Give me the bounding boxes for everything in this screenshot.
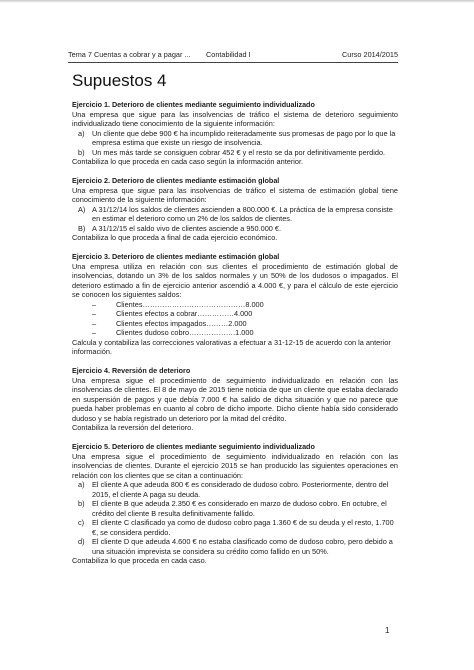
exercise-2-title: Ejercicio 2. Deterioro de clientes mediante estimación global (72, 176, 280, 185)
header-subject: Contabilidad I (206, 50, 251, 59)
exercise-3-intro: Una empresa utiliza en relación con sus clientes el procedimiento de estimación global de insolvencias, dotando un 3% de los saldos normales y un 50% de los dudosos o impagados. El deterioro estimado a fin de ejercicio anterior ascendió a 4.000 €, y para el cálculo de este ejercicio se conocen los siguientes saldos: (72, 261, 398, 299)
list-item-text: El cliente A que adeuda 800 € es considerado de dudoso cobro. Posteriormente, dentro del 2015, el cliente A paga su deuda. (92, 480, 389, 499)
exercise-4-intro: Una empresa sigue el procedimiento de seguimiento individualizado en relación con las insolvencias de clientes. El 8 de mayo de 2015 tiene noticia de que un cliente que estaba declarado en suspensión de pagos y que debía 7.000 € ha salido de dicha situación y que no parece que pueda haber problemas en cuanto al cobro de dicho importe. Dicho cliente había sido considerado dudoso y se había registrado un deterioro por la mitad del crédito. (72, 375, 398, 423)
list-marker: – (92, 299, 97, 309)
list-item-text: Clientes efectos a cobrar……………4.000 (116, 309, 253, 318)
exercise-3-title: Ejercicio 3. Deterioro de clientes mediante estimación global (72, 252, 280, 261)
list-marker: c) (78, 518, 85, 527)
list-marker: B) (78, 223, 86, 233)
list-item-text: Un mes más tarde se consiguen cobrar 452 € y el resto se da por definitivamente perdido. (92, 147, 386, 157)
list-item-text: A 31/12/15 el saldo vivo de clientes asciende a 950.000 €. (92, 223, 282, 233)
list-item (72, 309, 398, 319)
exercise-4-outro: Contabiliza la reversión del deterioro. (72, 423, 194, 432)
list-marker: b) (78, 499, 85, 508)
exercise-1-intro: Una empresa que sigue para las insolvencias de tráfico el sistema de deterioro seguimiento individualizado tiene conocimiento de la siguiente información: (72, 109, 398, 128)
exercise-2-outro: Contabiliza lo que proceda a final de cada ejercicio económico. (72, 233, 278, 242)
header-divider (68, 62, 398, 63)
list-item (72, 148, 398, 158)
list-item (72, 328, 398, 338)
list-item (72, 205, 398, 224)
list-item-text: Clientes efectos impagados………2.000 (116, 318, 247, 328)
list-item-text: Clientes……………………………………8.000 (116, 299, 264, 309)
list-item-text: Clientes dudoso cobro……………….1.000 (116, 328, 254, 337)
list-item-text: El cliente C clasificado ya como de dudoso cobro paga 1.360 € de su deuda y el resto, 1.700 €, se considera perdido. (92, 518, 394, 537)
header-course: Curso 2014/2015 (342, 50, 398, 59)
list-item (72, 224, 398, 234)
list-marker: b) (78, 147, 85, 157)
exercise-5-intro: Una empresa sigue el procedimiento de seguimiento individualizado en relación con las insolvencias de clientes. Durante el ejercicio 2015 se han producido las siguientes operaciones en relación con los clientes que se citan a continuación: (72, 451, 398, 480)
exercise-5-list (72, 480, 398, 556)
exercise-1-title: Ejercicio 1. Deterioro de clientes mediante seguimiento individualizado (72, 100, 315, 109)
exercise-1-list (72, 129, 398, 158)
exercises-body (72, 100, 398, 575)
exercise-1 (72, 100, 398, 167)
list-marker: – (92, 309, 97, 318)
exercise-4-title: Ejercicio 4. Reversión de deterioro (72, 366, 191, 375)
list-item (72, 300, 398, 310)
list-item-text: El cliente D que adeuda 4.600 € no estaba clasificado como de dudoso cobro, pero debido a una situación imprevista se considera su crédito como fallido en un 50%. (92, 537, 393, 556)
exercise-3-outro: Calcula y contabiliza las correcciones valorativas a efectuar a 31-12-15 de acuerdo con la anterior información. (72, 337, 391, 356)
exercise-3 (72, 252, 398, 357)
list-item-text: A 31/12/14 los saldos de clientes ascienden a 800.000 €. La práctica de la empresa consiste en estimar el deterioro como un 2% de los saldos de clientes. (92, 204, 393, 223)
list-marker: a) (78, 480, 85, 489)
list-marker: d) (78, 537, 85, 546)
scan-edge-shadow (0, 0, 474, 3)
page-title: Supuestos 4 (72, 71, 167, 90)
exercise-2-intro: Una empresa que sigue para las insolvencias de tráfico el sistema de estimación global tiene conocimiento de la siguiente información: (72, 185, 398, 204)
exercise-5-outro: Contabiliza lo que proceda en cada caso. (72, 556, 207, 565)
exercise-5 (72, 442, 398, 566)
page-number: 1 (385, 626, 390, 635)
exercise-2 (72, 176, 398, 243)
list-item-text: El cliente B que adeuda 2.350 € es considerado en marzo de dudoso cobro. En octubre, el crédito del cliente B resulta definitivamente fallido. (92, 499, 387, 518)
list-item (72, 499, 398, 518)
exercise-3-balances-list (72, 300, 398, 338)
list-marker: A) (78, 204, 86, 214)
list-item (72, 319, 398, 329)
exercise-4 (72, 366, 398, 433)
list-item (72, 537, 398, 556)
header-topic: Tema 7 Cuentas a cobrar y a pagar ... (68, 50, 191, 59)
exercise-5-title: Ejercicio 5. Deterioro de clientes mediante seguimiento individualizado (72, 442, 315, 451)
list-item (72, 518, 398, 537)
list-marker: – (92, 328, 97, 337)
list-item (72, 129, 398, 148)
exercise-1-outro: Contabiliza lo que proceda en cada caso según la información anterior. (72, 157, 304, 166)
list-marker: – (92, 318, 97, 328)
page-header (68, 49, 398, 61)
list-marker: a) (78, 128, 85, 138)
list-item-text: Un cliente que debe 900 € ha incumplido reiteradamente sus promesas de pago por lo que la empresa estima que existe un riesgo de insolvencia. (92, 128, 396, 147)
exercise-2-list (72, 205, 398, 234)
list-item (72, 480, 398, 499)
